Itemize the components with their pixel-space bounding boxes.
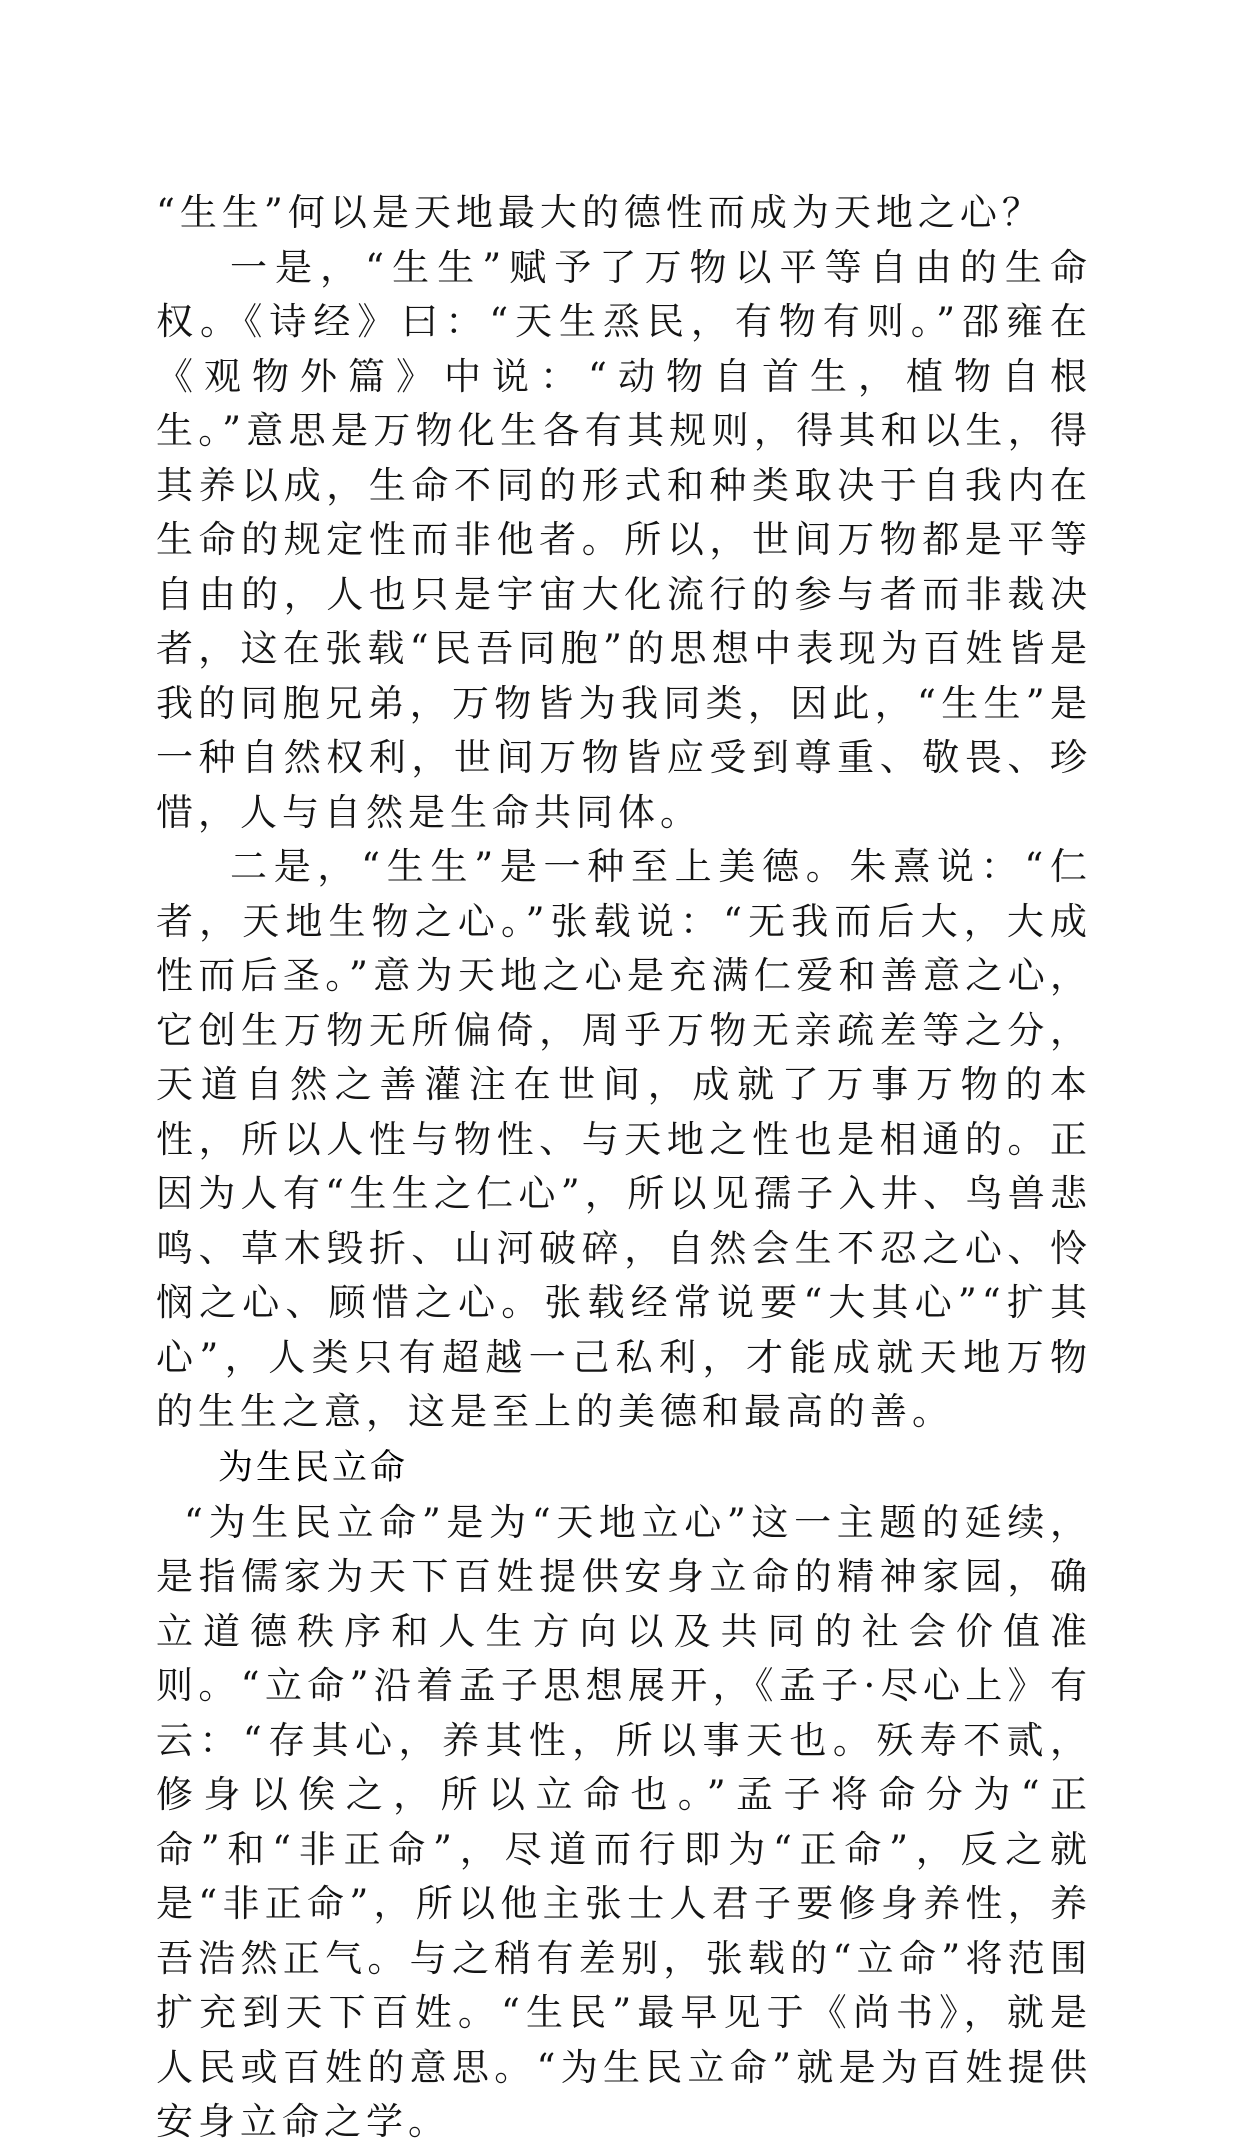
paragraph-section-body: “为生民立命”是为“天地立心”这一主题的延续，是指儒家为天下百姓提供安身立命的精神家园，确立道德秩序和人生方向以及共同的社会价值准则。“立命”沿着孟子思想展开，《孟子·尽心上》有云：“存其心，养其性，所以事天也。殀寿不贰，修身以俟之，所以立命也。”孟子将命分为“正命”和“非正命”，尽道而行即为“正命”，反之就是“非正命”，所以他主张士人君子要修身养性，养吾浩然正气。与之稍有差别，张载的“立命”将范围扩充到天下百姓。“生民”最早见于《尚书》，就是人民或百姓的意思。“为生民立命”就是为百姓提供安身立命之学。: [156, 1500, 1092, 2143]
intro-line: “生生”何以是天地最大的德性而成为天地之心？: [156, 191, 1044, 234]
paragraph-second-point: 二是，“生生”是一种至上美德。朱熹说：“仁者，天地生物之心。”张载说：“无我而后大，大成性而后圣。”意为天地之心是充满仁爱和善意之心，它创生万物无所偏倚，周乎万物无亲疏差等之分，天道自然之善灌注在世间，成就了万事万物的本性，所以人性与物性、与天地之性也是相通的。正因为人有“生生之仁心”，所以见孺子入井、鸟兽悲鸣、草木毁折、山河破碎，自然会生不忍之心、怜悯之心、顾惜之心。张载经常说要“大其心”“扩其心”，人类只有超越一己私利，才能成就天地万物的生生之意，这是至上的美德和最高的善。: [156, 845, 1092, 1433]
section-heading: 为生民立命: [218, 1447, 409, 1488]
paragraph-first-point: 一是，“生生”赋予了万物以平等自由的生命权。《诗经》曰：“天生烝民，有物有则。”邵雍在《观物外篇》中说：“动物自首生，植物自根生。”意思是万物化生各有其规则，得其和以生，得其养以成，生命不同的形式和种类取决于自我内在生命的规定性而非他者。所以，世间万物都是平等自由的，人也只是宇宙大化流行的参与者而非裁决者，这在张载“民吾同胞”的思想中表现为百姓皆是我的同胞兄弟，万物皆为我同类，因此，“生生”是一种自然权利，世间万物皆应受到尊重、敬畏、珍惜，人与自然是生命共同体。: [156, 245, 1092, 834]
document-body: [156, 186, 1092, 2150]
